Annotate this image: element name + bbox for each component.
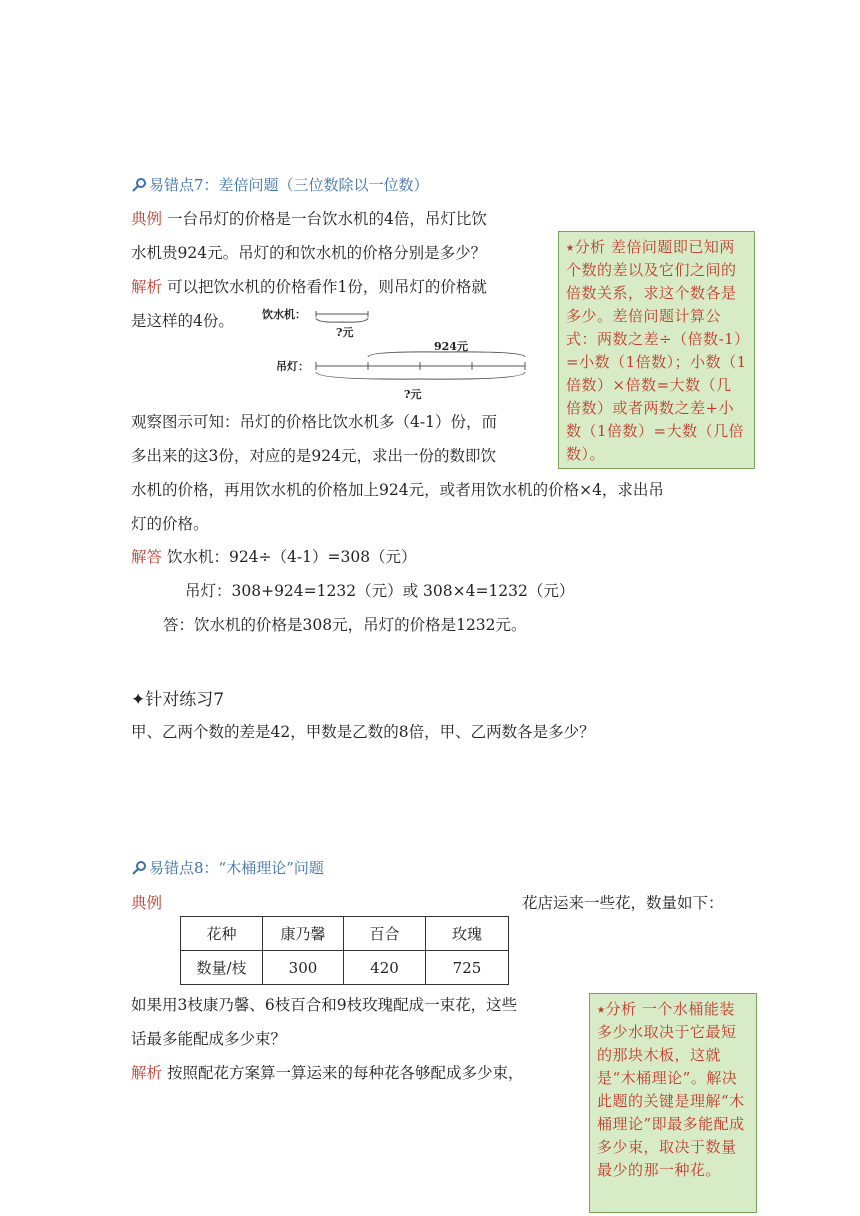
analysis-line-2: 是这样的4份。	[131, 312, 234, 330]
analysis-tag: 解析	[131, 1064, 163, 1082]
practice-title: ✦针对练习7	[131, 690, 225, 710]
table-cell: 玫瑰	[426, 917, 509, 951]
analysis-tag: 解析	[131, 278, 163, 296]
table-cell: 数量/枝	[181, 951, 263, 985]
section-heading-point7: 易错点7：差倍问题（三位数除以一位数）	[131, 175, 429, 197]
flower-table	[180, 916, 509, 985]
question-line-2-point8: 话最多能配成多少束？	[131, 1030, 287, 1048]
key-icon	[131, 860, 147, 880]
observe-line-2: 多出来的这3份，对应的是924元，求出一份的数即饮	[131, 447, 496, 465]
analysis-note-point7: ⭑分析 差倍问题即已知两个数的差以及它们之间的倍数关系，求这个数各是多少。差倍问题计算公式：两数之差÷（倍数-1）=小数（1倍数）；小数（1倍数）×倍数=大数（几倍数）或者两数之差+小数（1倍数）=大数（几倍数）。	[558, 231, 755, 469]
table-row	[181, 951, 509, 985]
analysis-line-1: 解析 可以把饮水机的价格看作1份，则吊灯的价格就	[131, 278, 487, 296]
diagram-lines	[262, 302, 537, 402]
question-line-1-point8: 如果用3枝康乃馨、6枝百合和9枝玫瑰配成一束花，这些	[131, 996, 518, 1014]
table-cell: 康乃馨	[263, 917, 344, 951]
example-tag-point8: 典例	[131, 894, 163, 912]
segment-diagram	[262, 302, 537, 402]
diagram-label-water: 饮水机：	[262, 308, 306, 321]
section-heading-point8: 易错点8：“木桶理论”问题	[131, 858, 324, 880]
example-tag: 典例	[131, 210, 163, 228]
observe-line-4: 灯的价格。	[131, 515, 209, 533]
diagram-q-water: ?元	[336, 326, 354, 339]
diagram-label-lamp: 吊灯：	[276, 360, 309, 373]
answer-line-3: 答：饮水机的价格是308元，吊灯的价格是1232元。	[163, 616, 527, 634]
table-cell: 420	[344, 951, 426, 985]
analysis-line-point8: 解析 按照配花方案算一算运来的每种花各够配成多少束，	[131, 1064, 524, 1082]
diagram-total: 924元	[434, 340, 468, 353]
key-icon	[131, 177, 147, 197]
observe-line-3: 水机的价格，再用饮水机的价格加上924元，或者用饮水机的价格×4，求出吊	[131, 481, 664, 499]
answer-tag: 解答	[131, 548, 163, 566]
diagram-q-lamp: ?元	[404, 388, 422, 401]
analysis-note-point8: ⭑分析 一个水桶能装多少水取决于它最短的那块木板，这就是“木桶理论”。解决此题的关键是理解“木桶理论”即最多能配成多少束，取决于数量最少的那一种花。	[589, 993, 757, 1213]
table-cell: 725	[426, 951, 509, 985]
example-line-2: 水机贵924元。吊灯的和饮水机的价格分别是多少？	[131, 244, 487, 262]
example-intro-point8: 花店运来一些花，数量如下：	[522, 894, 724, 912]
sparkle-icon: ✦	[131, 690, 146, 710]
answer-line-1: 解答 饮水机：924÷（4-1）=308（元）	[131, 548, 417, 566]
table-cell: 花种	[181, 917, 263, 951]
example-line-1: 典例 一台吊灯的价格是一台饮水机的4倍，吊灯比饮	[131, 210, 487, 228]
table-cell: 300	[263, 951, 344, 985]
answer-line-2: 吊灯：308+924=1232（元）或 308×4=1232（元）	[185, 582, 575, 600]
observe-line-1: 观察图示可知：吊灯的价格比饮水机多（4-1）份，而	[131, 413, 497, 431]
table-cell: 百合	[344, 917, 426, 951]
practice-question: 甲、乙两个数的差是42，甲数是乙数的8倍，甲、乙两数各是多少？	[131, 723, 595, 741]
table-row	[181, 917, 509, 951]
